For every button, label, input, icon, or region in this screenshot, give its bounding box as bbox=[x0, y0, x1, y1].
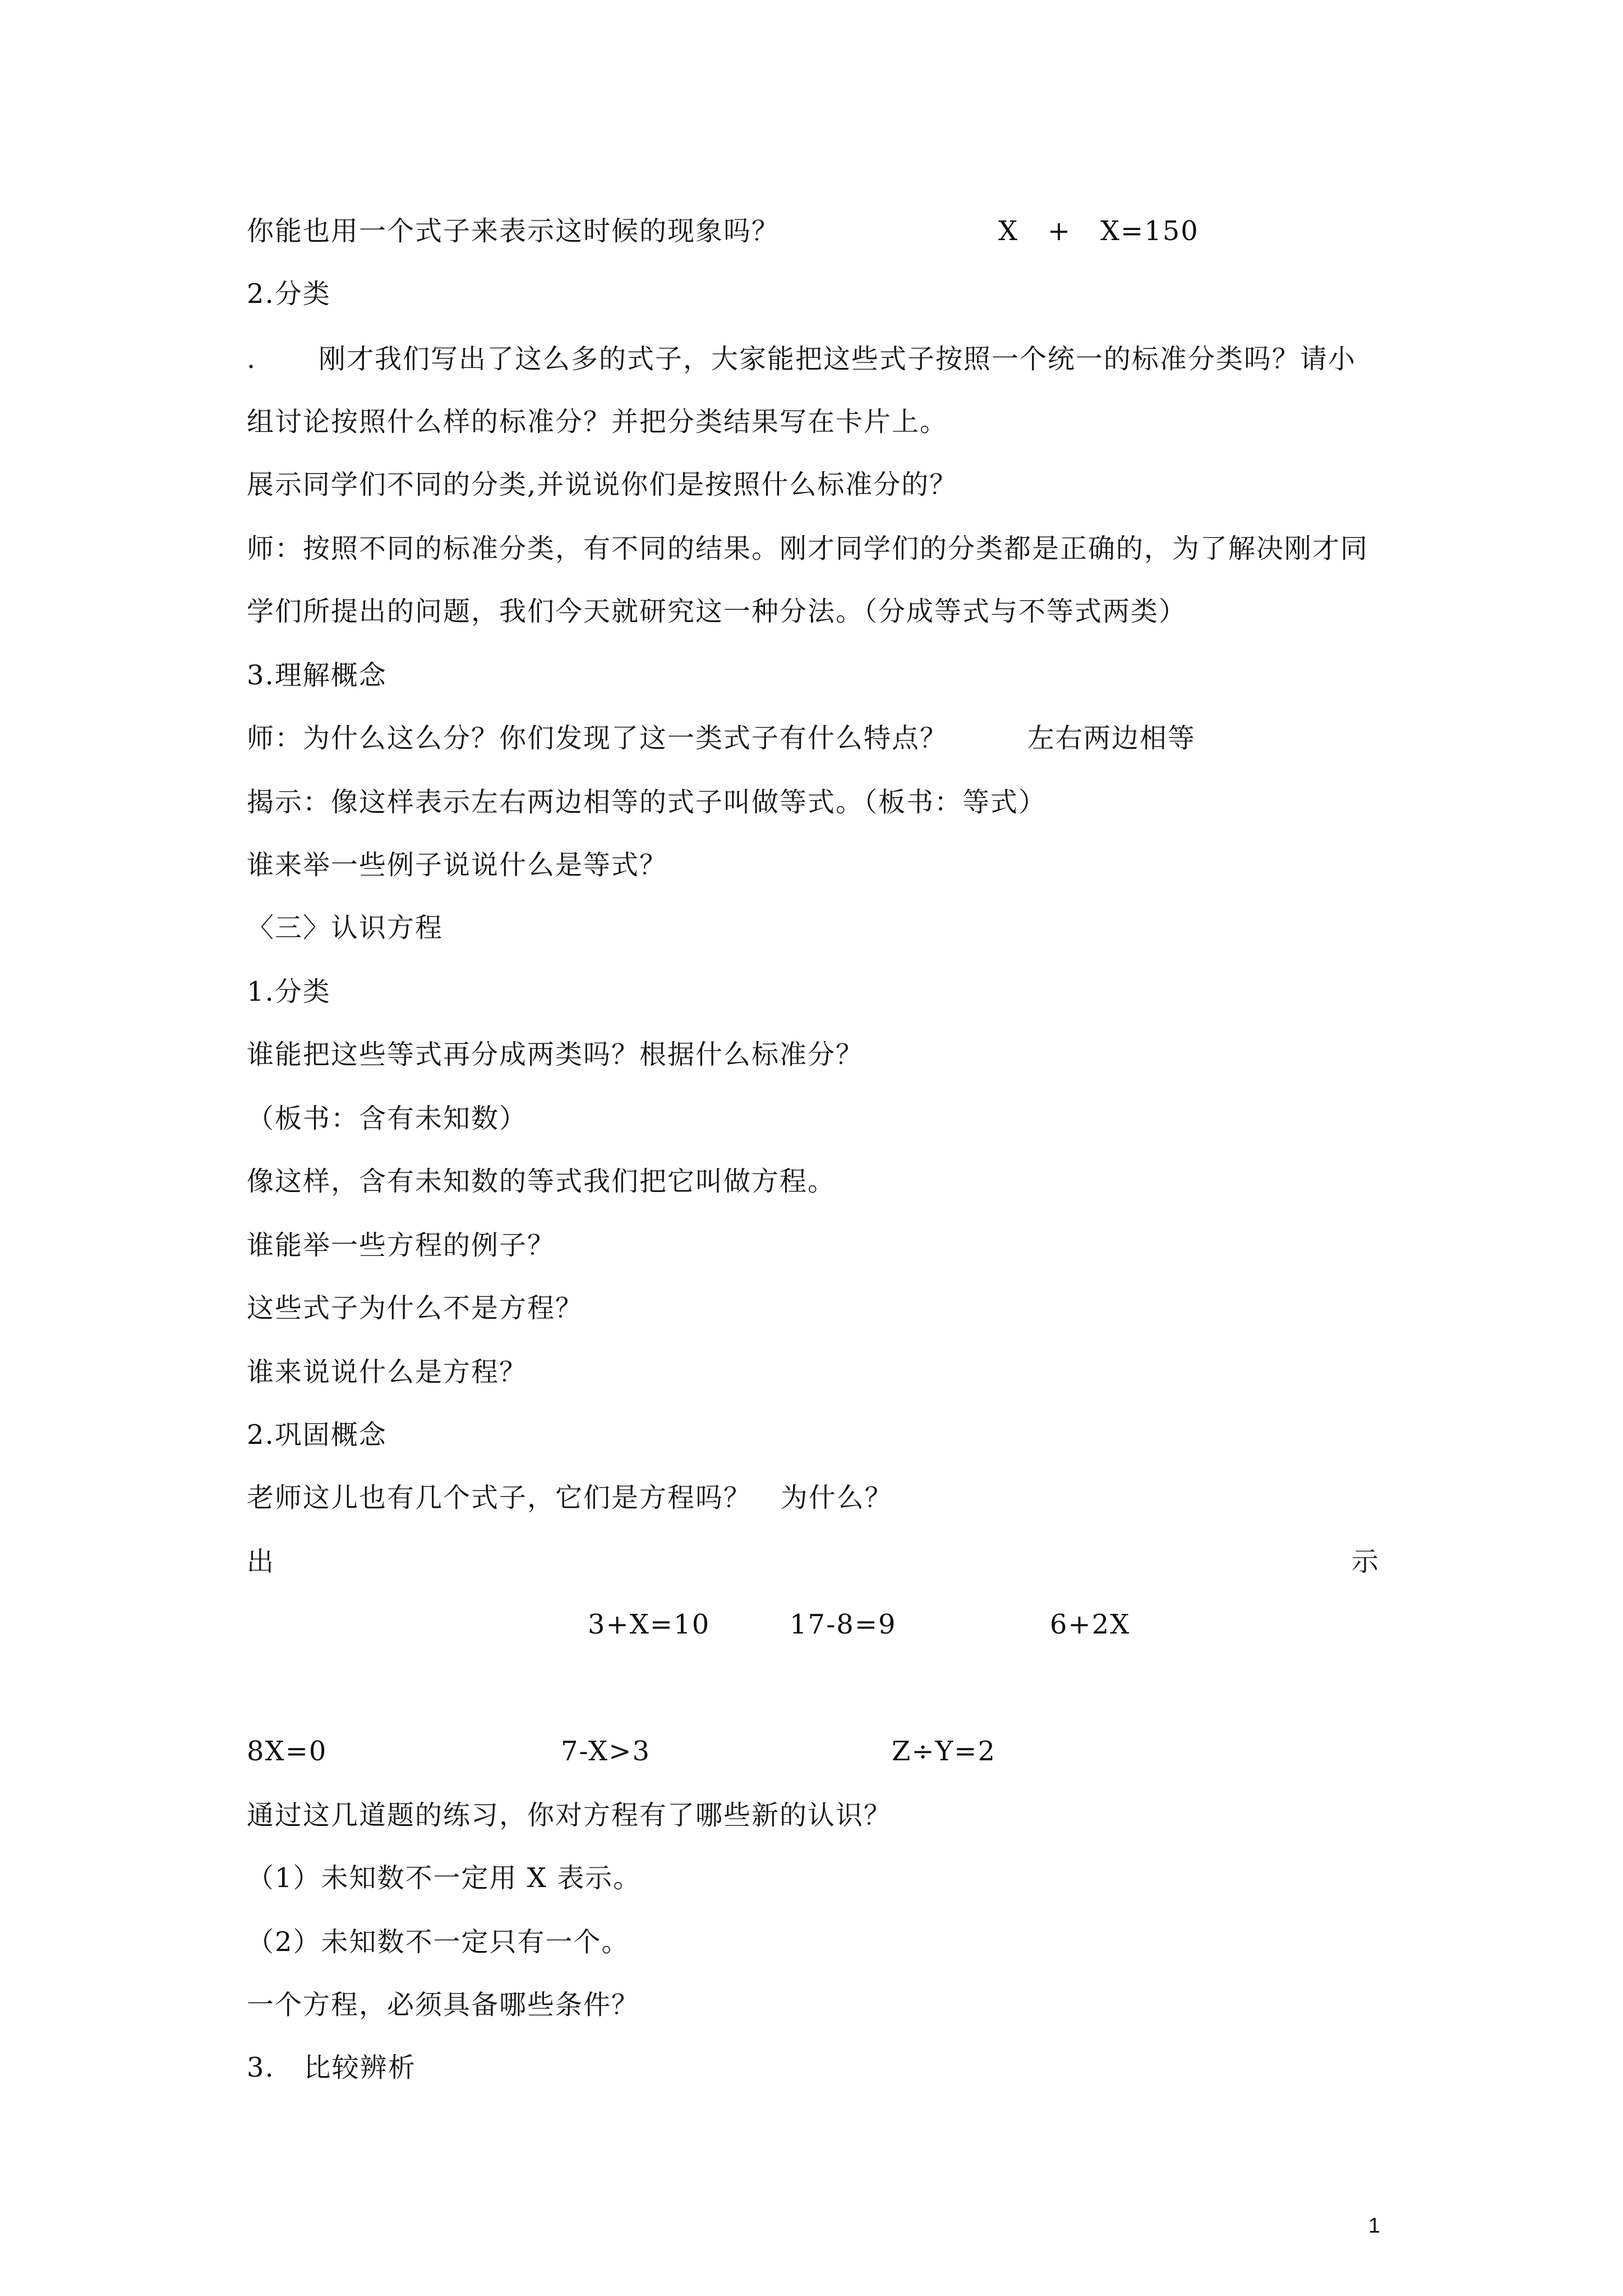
text-line: 这些式子为什么不是方程？ bbox=[247, 1292, 584, 1324]
section-heading: 2.巩固概念 bbox=[247, 1419, 387, 1451]
text-line: 像这样，含有未知数的等式我们把它叫做方程。 bbox=[247, 1166, 836, 1197]
text-line: 谁能举一些方程的例子？ bbox=[247, 1230, 556, 1261]
text-line: 通过这几道题的练习，你对方程有了哪些新的认识？ bbox=[247, 1800, 892, 1831]
text-line: 你能也用一个式子来表示这时候的现象吗？ bbox=[247, 215, 780, 247]
equation-item: 7-X>3 bbox=[561, 1736, 651, 1767]
bullet-dot: . bbox=[247, 343, 257, 375]
text-line: 组讨论按照什么样的标准分？并把分类结果写在卡片上。 bbox=[247, 406, 948, 438]
text-line: 师：按照不同的标准分类，有不同的结果。刚才同学们的分类都是正确的，为了解决刚才同 bbox=[247, 533, 1369, 564]
text-line: 谁能把这些等式再分成两类吗？根据什么标准分？ bbox=[247, 1039, 864, 1070]
text-line: 刚才我们写出了这么多的式子，大家能把这些式子按照一个统一的标准分类吗？请小 bbox=[319, 343, 1357, 375]
text-line: （1）未知数不一定用 X 表示。 bbox=[247, 1862, 642, 1894]
text-line: 谁来说说什么是方程？ bbox=[247, 1356, 528, 1388]
section-heading: 3.理解概念 bbox=[247, 660, 387, 691]
section-heading: 〈三〉认识方程 bbox=[247, 912, 444, 944]
answer-text: 左右两边相等 bbox=[1027, 723, 1196, 754]
equation-item: Z÷Y=2 bbox=[892, 1736, 997, 1767]
text-line: （板书：含有未知数） bbox=[247, 1103, 528, 1134]
text-line: 一个方程，必须具备哪些条件？ bbox=[247, 1989, 640, 2021]
text-line: 学们所提出的问题，我们今天就研究这一种分法。（分成等式与不等式两类） bbox=[247, 596, 1187, 627]
equation-item: 3+X=10 bbox=[588, 1609, 711, 1640]
text-fragment: 出 bbox=[247, 1546, 275, 1577]
section-heading: 1.分类 bbox=[247, 976, 331, 1007]
text-line: 谁来举一些例子说说什么是等式？ bbox=[247, 849, 668, 881]
equation-item: 17-8=9 bbox=[790, 1609, 897, 1640]
text-line: 展示同学们不同的分类,并说说你们是按照什么标准分的？ bbox=[247, 469, 958, 500]
equation-item: 8X=0 bbox=[247, 1736, 328, 1767]
text-line: （2）未知数不一定只有一个。 bbox=[247, 1926, 630, 1958]
section-heading: 2.分类 bbox=[247, 278, 331, 310]
equation-item: 6+2X bbox=[1050, 1609, 1131, 1640]
text-fragment: 示 bbox=[1352, 1546, 1380, 1577]
text-line: 揭示：像这样表示左右两边相等的式子叫做等式。（板书：等式） bbox=[247, 786, 1047, 818]
text-line: 老师这儿也有几个式子，它们是方程吗？ 为什么？ bbox=[247, 1482, 893, 1513]
equation-text: X + X=150 bbox=[998, 215, 1199, 247]
text-line: 师：为什么这么分？你们发现了这一类式子有什么特点？ bbox=[247, 723, 948, 754]
page-number: 1 bbox=[1368, 2214, 1381, 2238]
section-heading: 3. 比较辨析 bbox=[247, 2052, 416, 2083]
